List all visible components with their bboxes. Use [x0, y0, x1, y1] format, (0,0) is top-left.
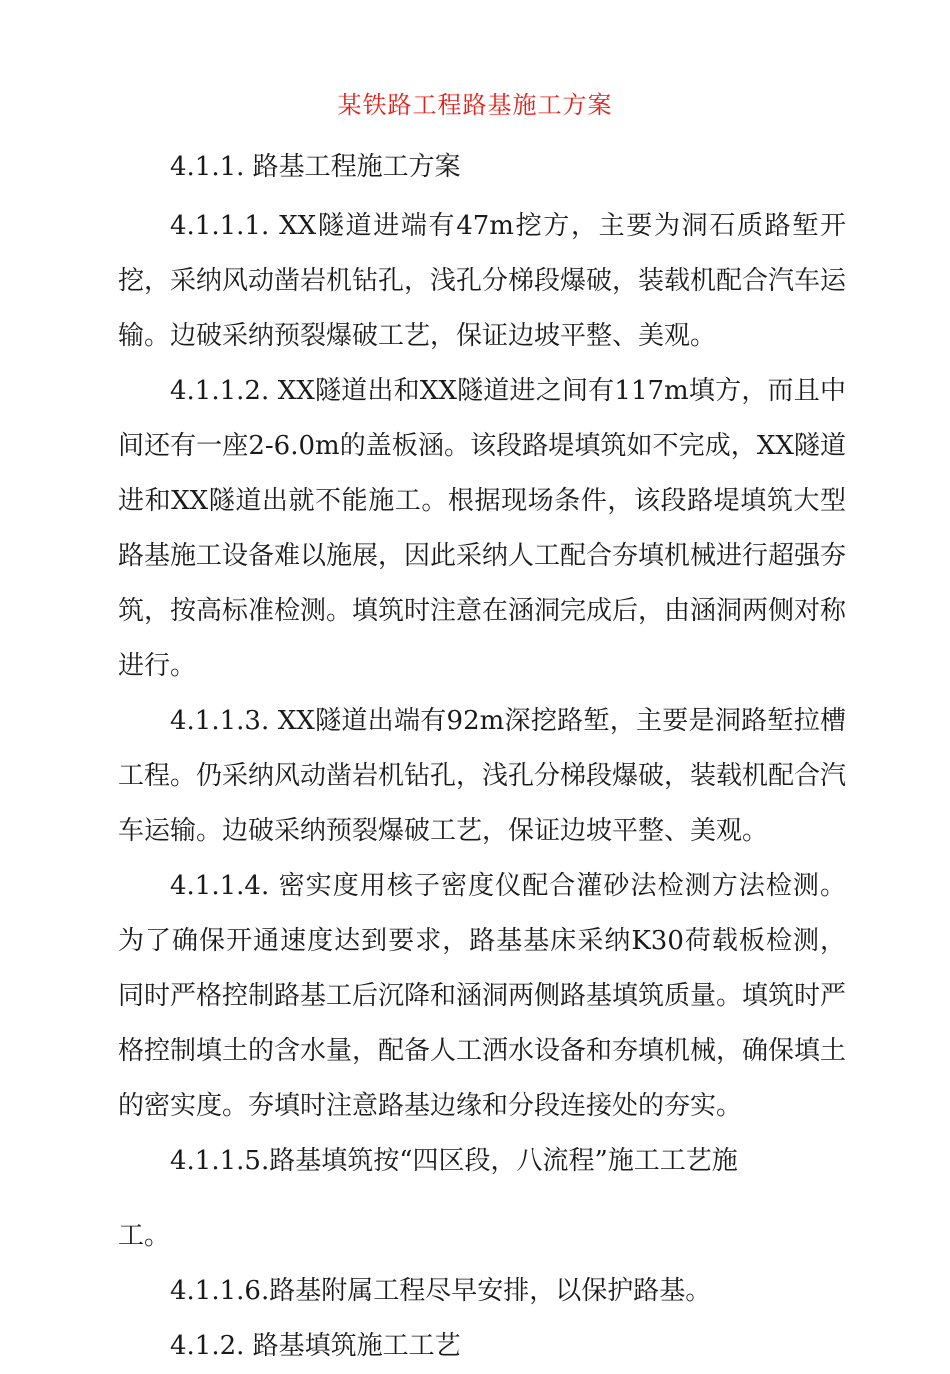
section-heading-4-1-2: 4.1.2. 路基填筑施工工艺 [170, 1331, 461, 1361]
paragraph-4-1-1-1: 4.1.1.1. XX隧道进端有47m挖方，主要为洞石质路堑开挖，采纳风动凿岩机钻孔，浅孔分梯段爆破，装载机配合汽车运输。边破采纳预裂爆破工艺，保证边坡平整、美观。 [118, 211, 847, 351]
document-body [118, 140, 846, 1374]
document-title: 某铁路工程路基施工方案 [337, 91, 613, 119]
paragraph-4-1-1-5-continued: 工。 [118, 1221, 171, 1251]
paragraph-4-1-1-5: 4.1.1.5.路基填筑按“四区段，八流程”施工工艺施 [170, 1146, 738, 1176]
paragraph-4-1-1-4: 4.1.1.4. 密实度用核子密度仪配合灌砂法检测方法检测。为了确保开通速度达到要求，路基基床采纳K30荷载板检测，同时严格控制路基工后沉降和涵洞两侧路基填筑质量。填筑时严格控制填土的含水量，配备人工洒水设备和夯填机械，确保填土的密实度。夯填时注意路基边缘和分段连接处的夯实。 [118, 871, 847, 1121]
section-heading-4-1-1: 4.1.1. 路基工程施工方案 [170, 152, 461, 182]
paragraph-4-1-1-2: 4.1.1.2. XX隧道出和XX隧道进之间有117m填方，而且中间还有一座2-6.0m的盖板涵。该段路堤填筑如不完成，XX隧道进和XX隧道出就不能施工。根据现场条件，该段路堤填筑大型路基施工设备难以施展，因此采纳人工配合夯填机械进行超强夯筑，按高标准检测。填筑时注意在涵洞完成后，由涵洞两侧对称进行。 [118, 376, 847, 681]
paragraph-4-1-1-3: 4.1.1.3. XX隧道出端有92m深挖路堑，主要是洞路堑拉槽工程。仍采纳风动凿岩机钻孔，浅孔分梯段爆破，装载机配合汽车运输。边破采纳预裂爆破工艺，保证边坡平整、美观。 [118, 706, 847, 846]
paragraph-4-1-1-6: 4.1.1.6.路基附属工程尽早安排，以保护路基。 [170, 1276, 712, 1306]
